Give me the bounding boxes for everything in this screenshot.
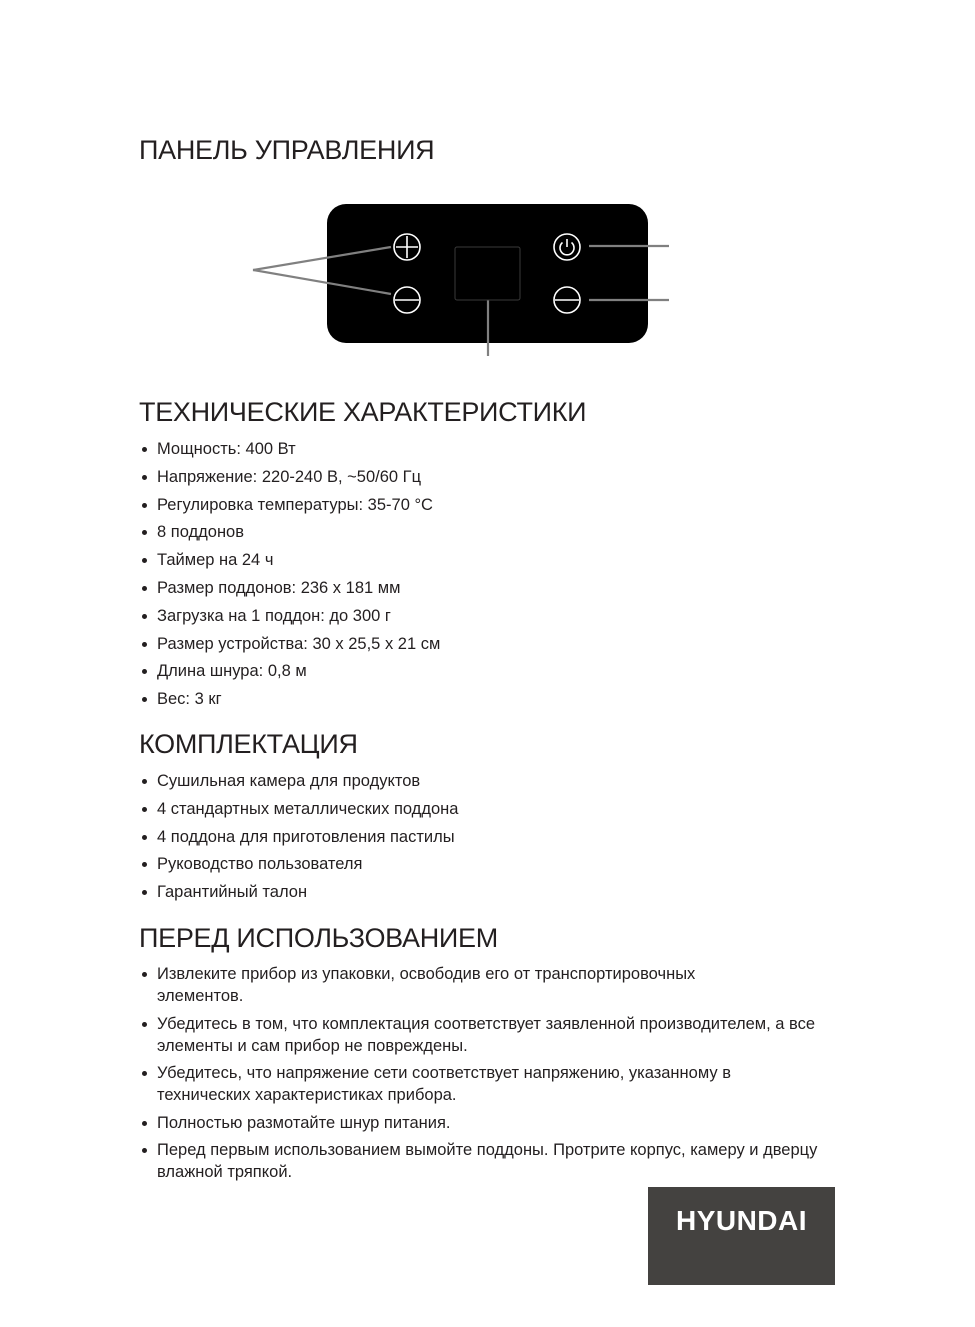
minus-circle-icon	[394, 287, 420, 313]
list-item: Таймер на 24 ч	[139, 549, 440, 571]
list-item: Перед первым использованием вымойте поддоны. Протрите корпус, камеру и дверцу влажной тряпкой.	[139, 1139, 849, 1183]
list-item: Полностью размотайте шнур питания.	[139, 1112, 849, 1134]
control-panel-title: ПАНЕЛЬ УПРАВЛЕНИЯ	[139, 135, 435, 165]
list-item: 4 поддона для приготовления пастилы	[139, 826, 458, 848]
list-item: Вес: 3 кг	[139, 688, 440, 710]
list-item: Сушильная камера для продуктов	[139, 770, 458, 792]
list-item: Загрузка на 1 поддон: до 300 г	[139, 605, 440, 627]
before-use-list	[139, 963, 849, 1189]
list-item: Гарантийный талон	[139, 881, 458, 903]
specs-title: ТЕХНИЧЕСКИЕ ХАРАКТЕРИСТИКИ	[139, 397, 587, 427]
package-title: КОМПЛЕКТАЦИЯ	[139, 729, 358, 759]
control-panel-diagram	[240, 195, 690, 365]
plus-circle-icon	[394, 234, 420, 260]
minus-circle-icon	[554, 287, 580, 313]
display-screen	[455, 247, 520, 300]
power-icon	[554, 234, 580, 260]
before-use-title: ПЕРЕД ИСПОЛЬЗОВАНИЕМ	[139, 923, 498, 953]
specs-list	[139, 438, 440, 716]
list-item: Руководство пользователя	[139, 853, 458, 875]
list-item: Размер поддонов: 236 х 181 мм	[139, 577, 440, 599]
package-list	[139, 770, 458, 909]
brand-logo	[648, 1187, 835, 1285]
list-item: Размер устройства: 30 х 25,5 х 21 см	[139, 633, 440, 655]
brand-logo-text: HYUNDAI	[675, 1205, 808, 1236]
list-item: Извлеките прибор из упаковки, освободив его от транспортировочных элементов.	[139, 963, 849, 1007]
list-item: Длина шнура: 0,8 м	[139, 660, 440, 682]
list-item: Убедитесь в том, что комплектация соответствует заявленной производителем, а все элементы и сам прибор не повреждены.	[139, 1013, 849, 1057]
list-item: Напряжение: 220-240 В, ~50/60 Гц	[139, 466, 440, 488]
list-item: 8 поддонов	[139, 521, 440, 543]
list-item: Мощность: 400 Вт	[139, 438, 440, 460]
list-item: Регулировка температуры: 35-70 °С	[139, 494, 440, 516]
list-item: Убедитесь, что напряжение сети соответствует напряжению, указанному в технических характеристиках прибора.	[139, 1062, 849, 1106]
list-item: 4 стандартных металлических поддона	[139, 798, 458, 820]
